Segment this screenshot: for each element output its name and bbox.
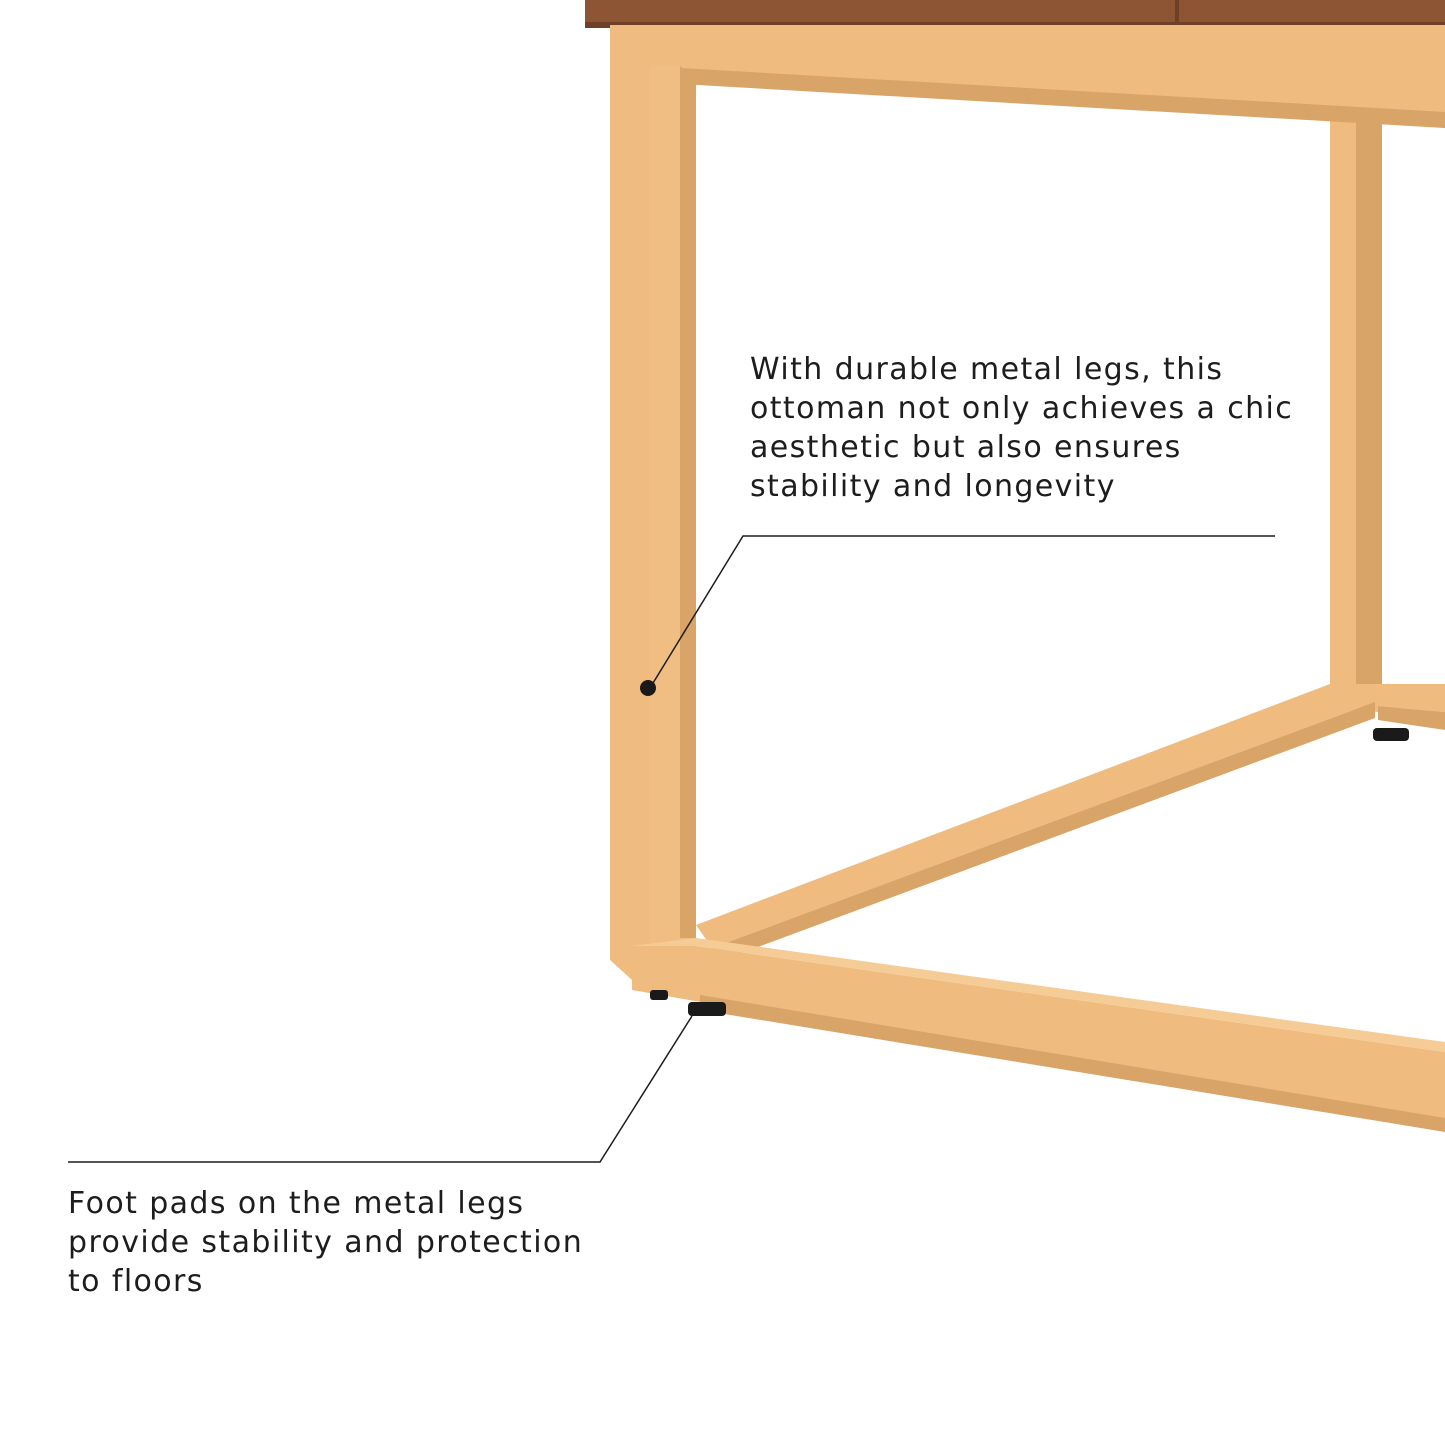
foot-pad-front-left xyxy=(650,990,668,1000)
callout-legs-text: With durable metal legs, this ottoman not only achieves a chic aesthetic but also ensures stability and longevity xyxy=(750,352,1294,504)
callout-legs-dot xyxy=(640,680,656,696)
front-leg-inner-shade xyxy=(680,66,696,938)
ottoman-cushion xyxy=(585,0,1445,28)
callout-foot-pads-text: Foot pads on the metal legs provide stability and protection to floors xyxy=(68,1186,584,1299)
foot-pad-front-right xyxy=(688,1002,726,1016)
foot-pad-back xyxy=(1373,728,1409,741)
front-leg xyxy=(610,25,650,980)
